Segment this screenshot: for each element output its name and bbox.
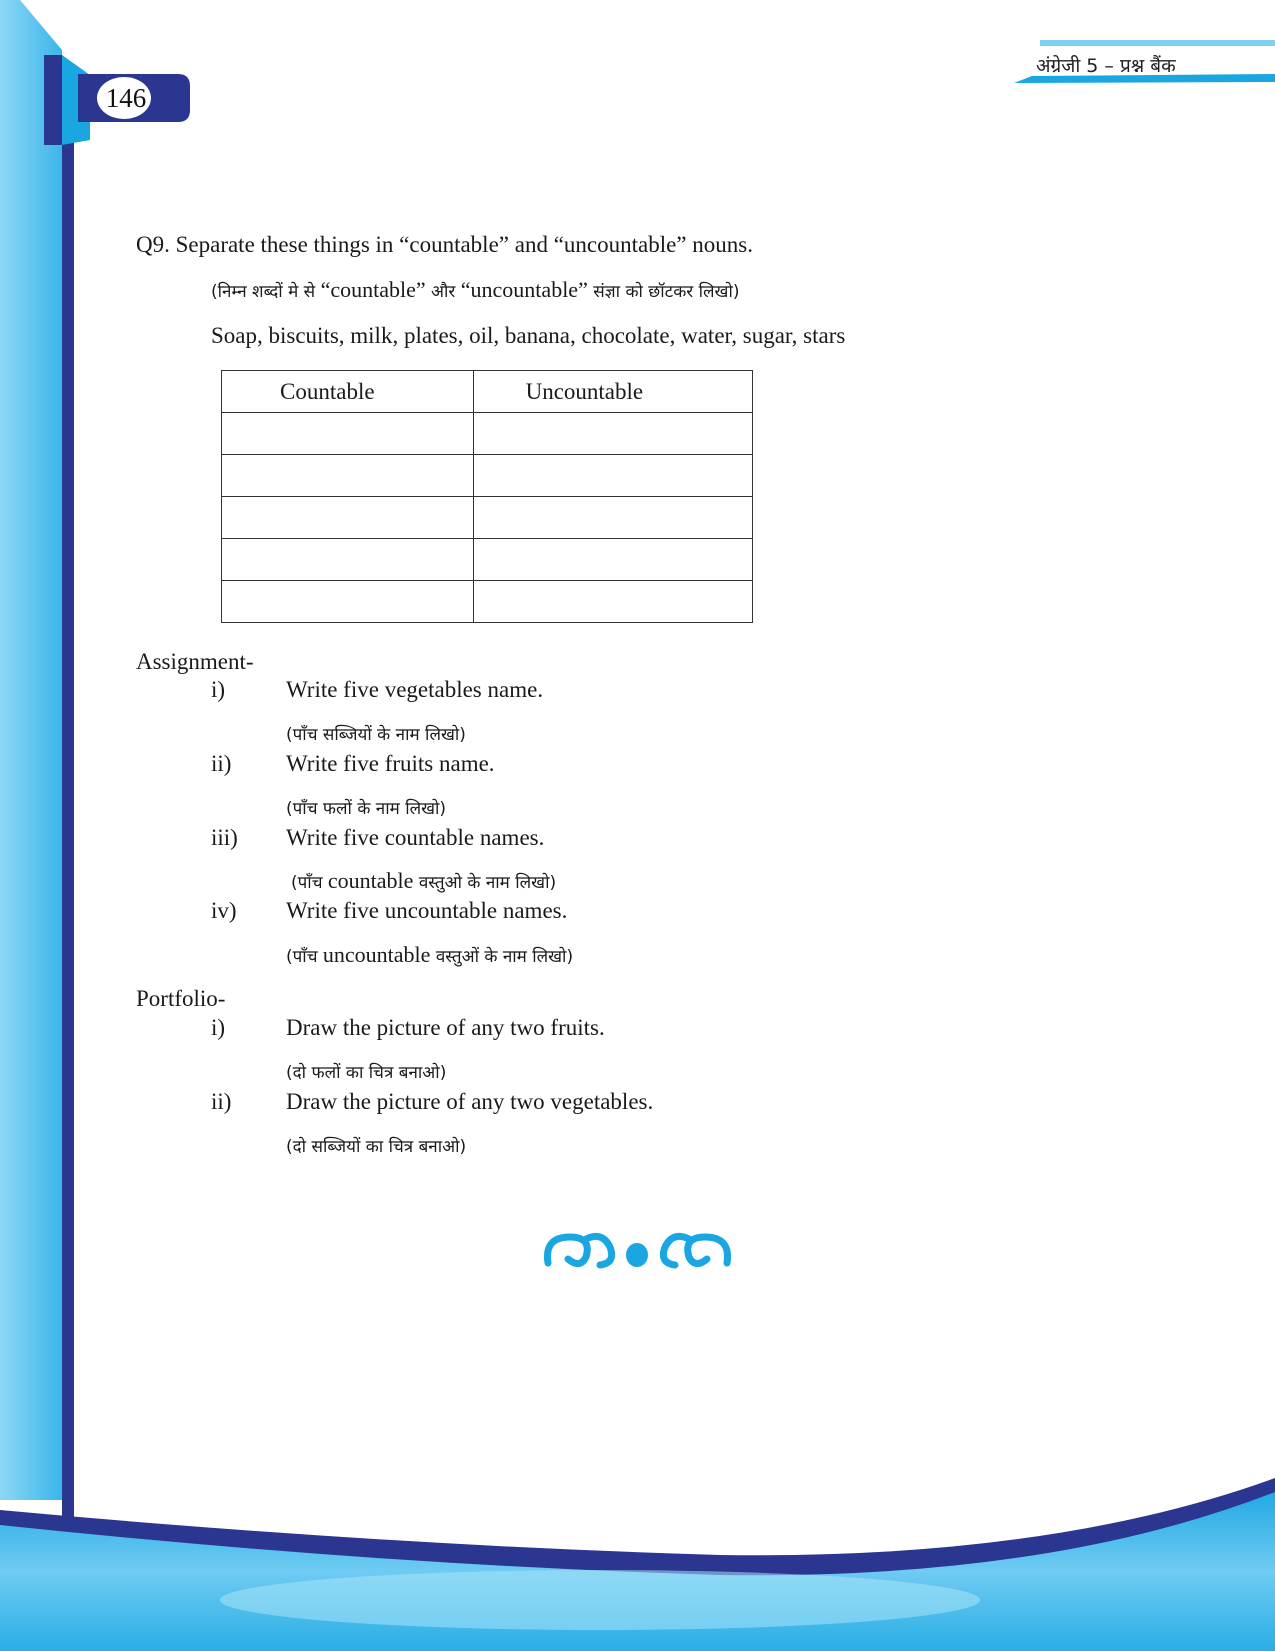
term-uncountable: “uncountable” — [460, 277, 588, 302]
assignment-item-hindi — [291, 868, 556, 894]
assignment-item: Write five countable names. — [286, 825, 545, 850]
ornament-divider-icon — [540, 1225, 735, 1275]
table-cell[interactable] — [222, 413, 474, 455]
table-cell[interactable] — [473, 539, 752, 581]
table-cell[interactable] — [473, 455, 752, 497]
column-header-uncountable: Uncountable — [473, 371, 752, 413]
table-row — [222, 413, 753, 455]
term-countable: countable — [327, 868, 414, 893]
item-number: iii) — [211, 825, 238, 850]
portfolio-item-hindi: (दो सब्जियों का चित्र बनाओ) — [286, 1137, 467, 1157]
table-cell[interactable] — [222, 581, 474, 623]
item-number: ii) — [211, 751, 232, 776]
portfolio-item: Draw the picture of any two vegetables. — [286, 1089, 654, 1114]
assignment-item: Write five vegetables name. — [286, 677, 544, 702]
portfolio-title: Portfolio- — [136, 986, 226, 1011]
item-number: i) — [211, 1015, 226, 1040]
item-number: ii) — [211, 1089, 232, 1114]
portfolio-item-hindi: (दो फलों का चित्र बनाओ) — [286, 1063, 447, 1083]
assignment-item-hindi — [286, 942, 573, 968]
term-uncountable: uncountable — [322, 942, 431, 967]
hindi-text: वस्तुओं के नाम लिखो) — [430, 947, 574, 967]
question-label: Q9. Separate these things in “countable” and “uncountable” nouns. — [136, 232, 753, 257]
table-row — [222, 581, 753, 623]
running-title: अंग्रेजी 5 – प्रश्न बैंक — [1036, 55, 1176, 77]
assignment-item: Write five fruits name. — [286, 751, 495, 776]
column-header-countable: Countable — [222, 371, 474, 413]
table-cell[interactable] — [473, 497, 752, 539]
hindi-text: (निम्न शब्दों मे से — [211, 282, 321, 302]
item-number: iv) — [211, 898, 237, 923]
table-cell[interactable] — [473, 413, 752, 455]
table-row — [222, 455, 753, 497]
table-row — [222, 497, 753, 539]
hindi-text: और — [425, 282, 461, 302]
table-cell[interactable] — [222, 455, 474, 497]
hindi-text: संज्ञा को छॉटकर लिखो) — [587, 282, 740, 302]
table-cell[interactable] — [473, 581, 752, 623]
noun-table — [221, 370, 753, 623]
table-row — [222, 539, 753, 581]
assignment-title: Assignment- — [136, 649, 254, 674]
hindi-text: (पाँच — [286, 947, 323, 967]
hindi-text: (पाँच — [291, 873, 328, 893]
assignment-item: Write five uncountable names. — [286, 898, 568, 923]
table-cell[interactable] — [222, 539, 474, 581]
term-countable: “countable” — [320, 277, 426, 302]
assignment-item-hindi: (पाँच फलों के नाम लिखो) — [286, 799, 447, 819]
question-hindi — [211, 277, 739, 303]
word-list: Soap, biscuits, milk, plates, oil, banana, chocolate, water, sugar, stars — [211, 323, 846, 348]
item-number: i) — [211, 677, 226, 702]
table-cell[interactable] — [222, 497, 474, 539]
assignment-item-hindi: (पाँच सब्जियों के नाम लिखो) — [286, 725, 466, 745]
portfolio-item: Draw the picture of any two fruits. — [286, 1015, 605, 1040]
hindi-text: वस्तुओ के नाम लिखो) — [413, 873, 557, 893]
page-number: 146 — [105, 83, 147, 113]
